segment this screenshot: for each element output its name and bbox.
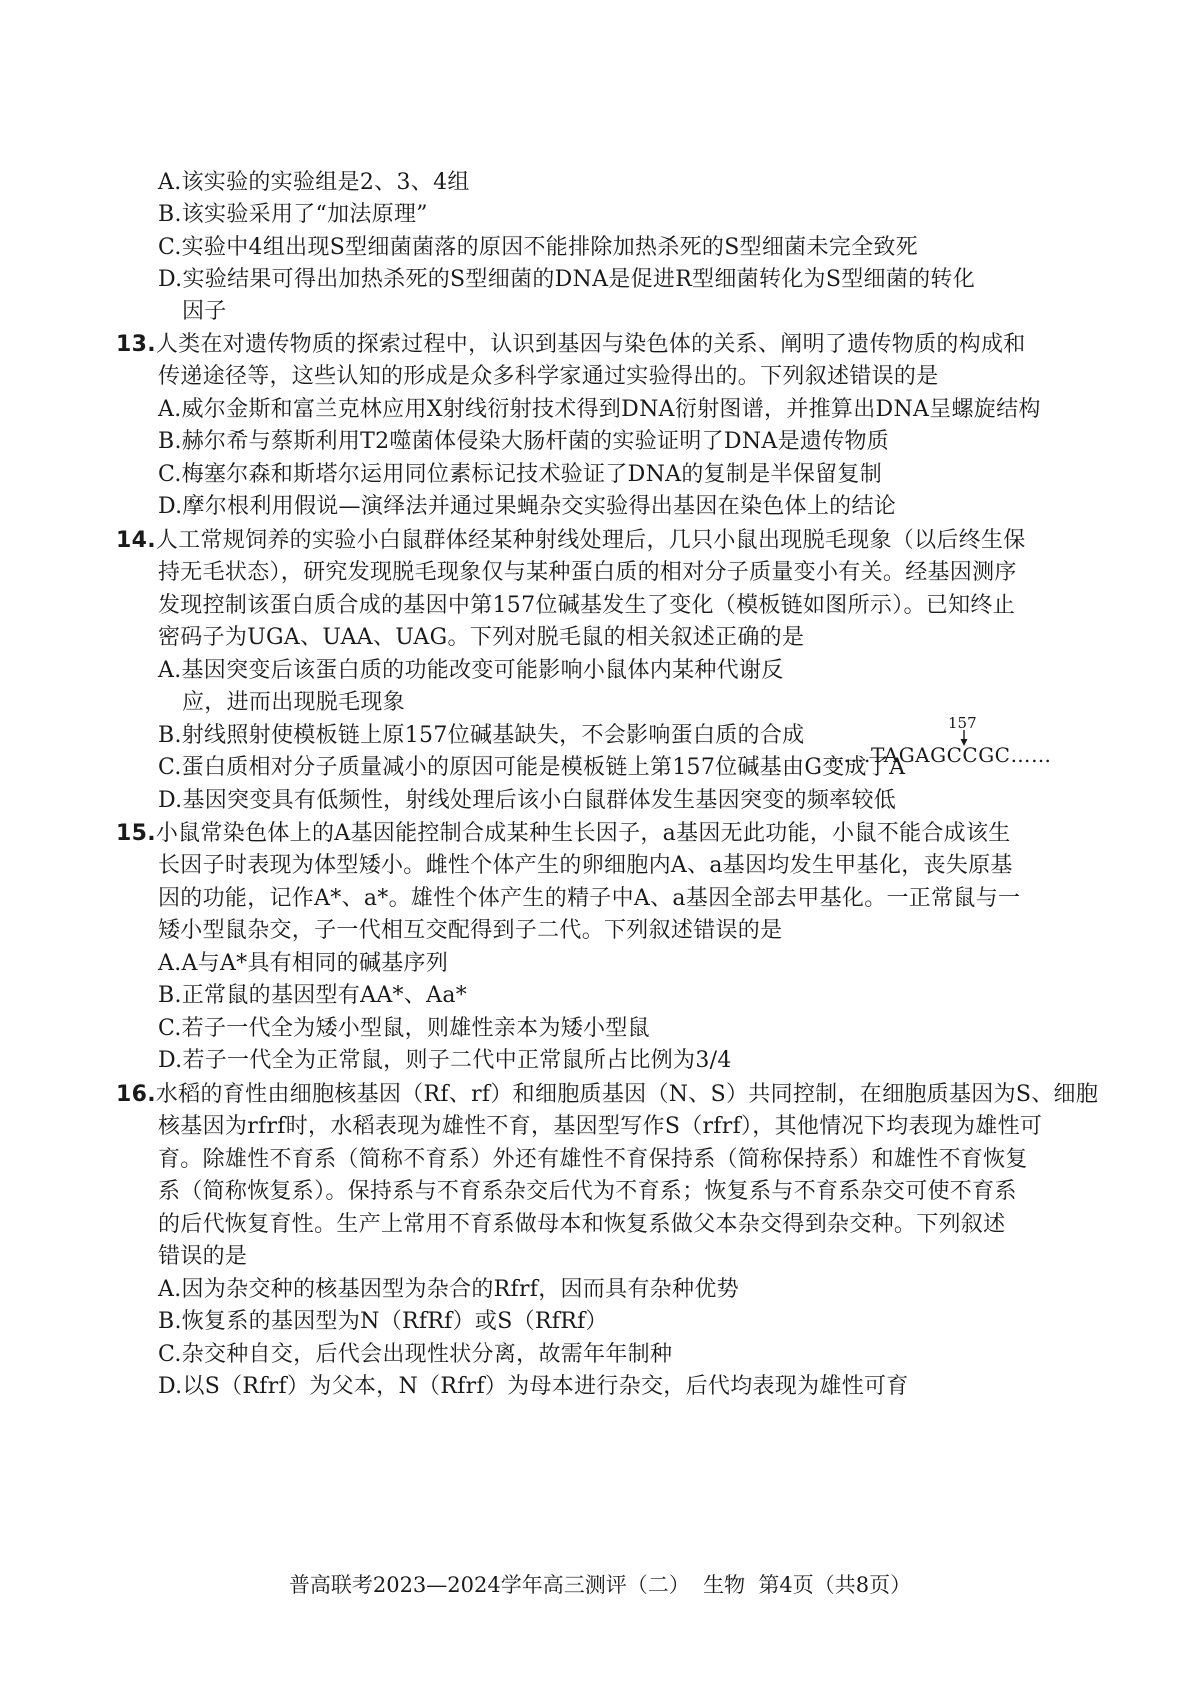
q15-stem-line-1 [116, 819, 1011, 849]
q16-stem-line-2: 核基因为rfrf时，水稻表现为雄性不育，基因型写作S（rfrf），其他情况下均表现为雄性可 [158, 1114, 1043, 1139]
q16-stem-text-1: 水稻的育性由细胞核基因（Rf、rf）和细胞质基因（N、S）共同控制，在细胞质基因为S、细胞 [155, 1082, 1099, 1107]
q16-option-a: A.因为杂交种的核基因型为杂合的Rfrf，因而具有杂种优势 [158, 1277, 739, 1302]
base-position-label: 157 [948, 714, 977, 732]
q16-stem-line-6: 错误的是 [158, 1244, 248, 1269]
q12-option-b: B.该实验采用了“加法原理” [158, 202, 428, 227]
q13-option-c: C.梅塞尔森和斯塔尔运用同位素标记技术验证了DNA的复制是半保留复制 [158, 462, 883, 487]
q13-stem-line-1 [116, 330, 1026, 360]
q15-stem-line-2: 长因子时表现为体型矮小。雌性个体产生的卵细胞内A、a基因均发生甲基化，丧失原基 [158, 853, 1013, 878]
q16-option-b: B.恢复系的基因型为N（RfRf）或S（RfRf） [158, 1309, 608, 1334]
q14-option-b: B.射线照射使模板链上原157位碱基缺失，不会影响蛋白质的合成 [158, 723, 805, 748]
q14-number: 14. [116, 528, 156, 553]
q15-number: 15. [116, 821, 156, 846]
q16-stem-line-3: 育。除雄性不育系（简称不育系）外还有雄性不育保持系（简称保持系）和雄性不育恢复 [158, 1147, 1028, 1172]
q16-option-d: D.以S（Rfrf）为父本，N（Rfrf）为母本进行杂交，后代均表现为雄性可育 [158, 1374, 909, 1399]
q15-option-c: C.若子一代全为矮小型鼠，则雄性亲本为矮小型鼠 [158, 1016, 650, 1041]
q16-stem-line-5: 的后代恢复育性。生产上常用不育系做母本和恢复系做父本杂交得到杂交种。下列叙述 [158, 1212, 1006, 1237]
q14-stem-text-1: 人工常规饲养的实验小白鼠群体经某种射线处理后，几只小鼠出现脱毛现象（以后终生保 [155, 528, 1026, 553]
q13-number: 13. [116, 332, 156, 357]
q14-option-c: C.蛋白质相对分子质量减小的原因可能是模板链上第157位碱基由G变成了A [158, 755, 906, 780]
q13-stem-line-2: 传递途径等，这些认知的形成是众多科学家通过实验得出的。下列叙述错误的是 [158, 364, 939, 389]
q15-option-a: A.A与A*具有相同的碱基序列 [158, 951, 449, 976]
page-footer: 普高联考2023—2024学年高三测评（二） 生物 第4页（共8页） [288, 1573, 912, 1597]
q13-option-b: B.赫尔希与蔡斯利用T2噬菌体侵染大肠杆菌的实验证明了DNA是遗传物质 [158, 429, 890, 454]
q15-stem-line-3: 因的功能，记作A*、a*。雄性个体产生的精子中A、a基因全部去甲基化。一正常鼠与一 [158, 886, 1021, 911]
q14-stem-line-2: 持无毛状态），研究发现脱毛现象仅与某种蛋白质的相对分子质量变小有关。经基因测序 [158, 560, 1017, 585]
q16-stem-line-1 [116, 1080, 1098, 1110]
q12-option-c: C.实验中4组出现S型细菌菌落的原因不能排除加热杀死的S型细菌未完全致死 [158, 235, 918, 260]
template-strand-sequence: ……TAGAGCCGC…… [830, 743, 1052, 767]
q13-stem-text-1: 人类在对遗传物质的探索过程中，认识到基因与染色体的关系、阐明了遗传物质的构成和 [155, 332, 1026, 357]
q14-stem-line-1 [116, 526, 1026, 556]
q16-option-c: C.杂交种自交，后代会出现性状分离，故需年年制种 [158, 1342, 673, 1367]
q12-option-d: D.实验结果可得出加热杀死的S型细菌的DNA是促进R型细菌转化为S型细菌的转化 [158, 267, 976, 292]
q12-option-a: A.该实验的实验组是2、3、4组 [158, 170, 470, 195]
q15-option-d: D.若子一代全为正常鼠，则子二代中正常鼠所占比例为3/4 [158, 1048, 732, 1073]
q14-option-a-continued: 应，进而出现脱毛现象 [182, 690, 406, 715]
q15-option-b: B.正常鼠的基因型有AA*、Aa* [158, 983, 468, 1008]
q16-stem-line-4: 系（简称恢复系）。保持系与不育系杂交后代为不育系；恢复系与不育系杂交可使不育系 [158, 1179, 1017, 1204]
q14-option-a: A.基因突变后该蛋白质的功能改变可能影响小鼠体内某种代谢反 [158, 658, 784, 683]
q13-option-d: D.摩尔根利用假说—演绎法并通过果蝇杂交实验得出基因在染色体上的结论 [158, 494, 897, 519]
q13-option-a: A.威尔金斯和富兰克林应用X射线衍射技术得到DNA衍射图谱，并推算出DNA呈螺旋结构 [158, 397, 1041, 422]
q12-option-d-continued: 因子 [182, 299, 227, 324]
q14-stem-line-4: 密码子为UGA、UAA、UAG。下列对脱毛鼠的相关叙述正确的是 [158, 625, 805, 650]
q15-stem-line-4: 矮小型鼠杂交，子一代相互交配得到子二代。下列叙述错误的是 [158, 918, 783, 943]
q14-option-d: D.基因突变具有低频性，射线处理后该小白鼠群体发生基因突变的频率较低 [158, 788, 897, 813]
q14-stem-line-3: 发现控制该蛋白质合成的基因中第157位碱基发生了变化（模板链如图所示）。已知终止 [158, 593, 1015, 618]
q15-stem-text-1: 小鼠常染色体上的A基因能控制合成某种生长因子，a基因无此功能，小鼠不能合成该生 [155, 821, 1011, 846]
q16-number: 16. [116, 1082, 156, 1107]
